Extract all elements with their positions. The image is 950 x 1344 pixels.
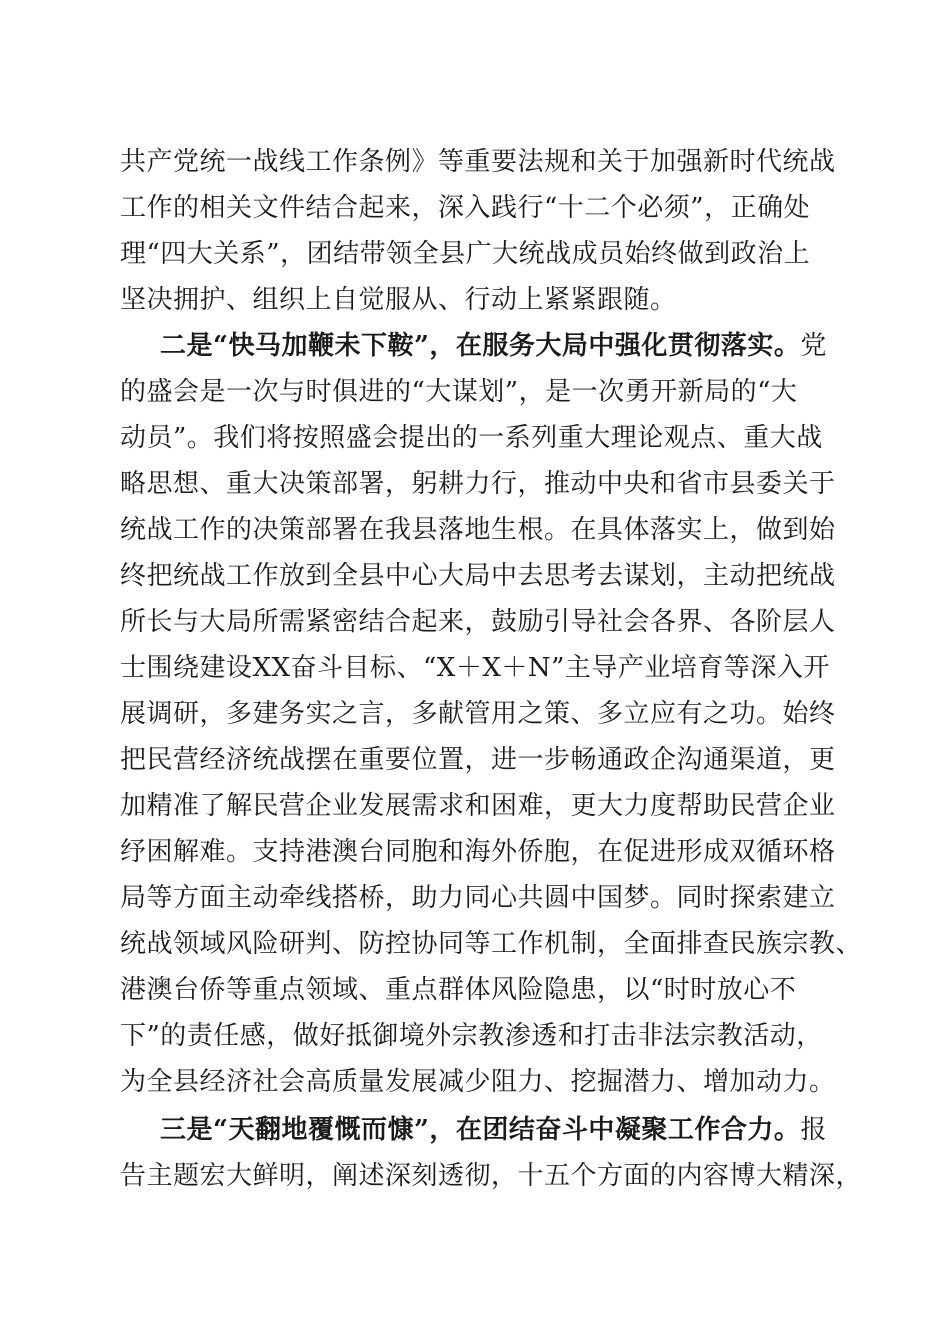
paragraph-1-line-2: 工作的相关文件结合起来，深入践行“十二个必须”，正确处 <box>120 193 811 223</box>
paragraph-2-first-line <box>160 326 827 366</box>
paragraph-3-line-2: 告主题宏大鲜明，阐述深刻透彻，十五个方面的内容博大精深， <box>120 1161 863 1191</box>
paragraph-2-line-13: 局等方面主动牵线搭桥，助力同心共圆中国梦。同时探索建立 <box>120 883 836 913</box>
paragraph-2-line-3: 动员”。我们将按照盛会提出的一系列重大理论观点、重大战 <box>120 423 823 453</box>
paragraph-2-line-15: 港澳台侨等重点领域、重点群体风险隐患，以“时时放心不 <box>120 975 797 1005</box>
paragraph-2-line-12: 纾困解难。支持港澳台同胞和海外侨胞，在促进形成双循环格 <box>120 837 836 867</box>
paragraph-2-line-17: 为全县经济社会高质量发展减少阻力、挖掘潜力、增加动力。 <box>120 1067 836 1097</box>
paragraph-2-heading: 二是“快马加鞭未下鞍”，在服务大局中强化贯彻落实。 <box>160 331 801 361</box>
paragraph-2-line-16: 下”的责任感，做好抵御境外宗教渗透和打击非法宗教活动， <box>120 1021 823 1051</box>
paragraph-2-line-4: 略思想、重大决策部署，躬耕力行，推动中央和省市县委关于 <box>120 469 836 499</box>
paragraph-2-line-5: 统战工作的决策部署在我县落地生根。在具体落实上，做到始 <box>120 515 836 545</box>
paragraph-1-line-1: 共产党统一战线工作条例》等重要法规和关于加强新时代统战 <box>120 147 836 177</box>
paragraph-3-heading: 三是“天翻地覆慨而慷”，在团结奋斗中凝聚工作合力。 <box>160 1115 801 1145</box>
paragraph-1-line-4: 坚决拥护、组织上自觉服从、行动上紧紧跟随。 <box>120 285 677 315</box>
paragraph-2-line-8: 士围绕建设XX奋斗目标、“X＋X＋N”主导产业培育等深入开 <box>120 653 830 683</box>
paragraph-2-line-9: 展调研，多建务实之言，多献管用之策、多立应有之功。始终 <box>120 699 836 729</box>
paragraph-2-line-6: 终把统战工作放到全县中心大局中去思考去谋划，主动把统战 <box>120 561 836 591</box>
paragraph-2-line-2: 的盛会是一次与时俱进的“大谋划”，是一次勇开新局的“大 <box>120 377 798 407</box>
paragraph-2-line-14: 统战领域风险研判、防控协同等工作机制，全面排查民族宗教、 <box>120 929 863 959</box>
paragraph-2-first-tail: 党 <box>800 331 827 361</box>
paragraph-2-line-10: 把民营经济统战摆在重要位置，进一步畅通政企沟通渠道，更 <box>120 745 836 775</box>
paragraph-3-first-tail: 报 <box>800 1115 827 1145</box>
paragraph-2-line-11: 加精准了解民营企业发展需求和困难，更大力度帮助民营企业 <box>120 791 836 821</box>
paragraph-2-line-7: 所长与大局所需紧密结合起来，鼓励引导社会各界、各阶层人 <box>120 607 836 637</box>
paragraph-1-line-3: 理“四大关系”，团结带领全县广大统战成员始终做到政治上 <box>120 239 811 269</box>
paragraph-3-first-line <box>160 1110 827 1150</box>
